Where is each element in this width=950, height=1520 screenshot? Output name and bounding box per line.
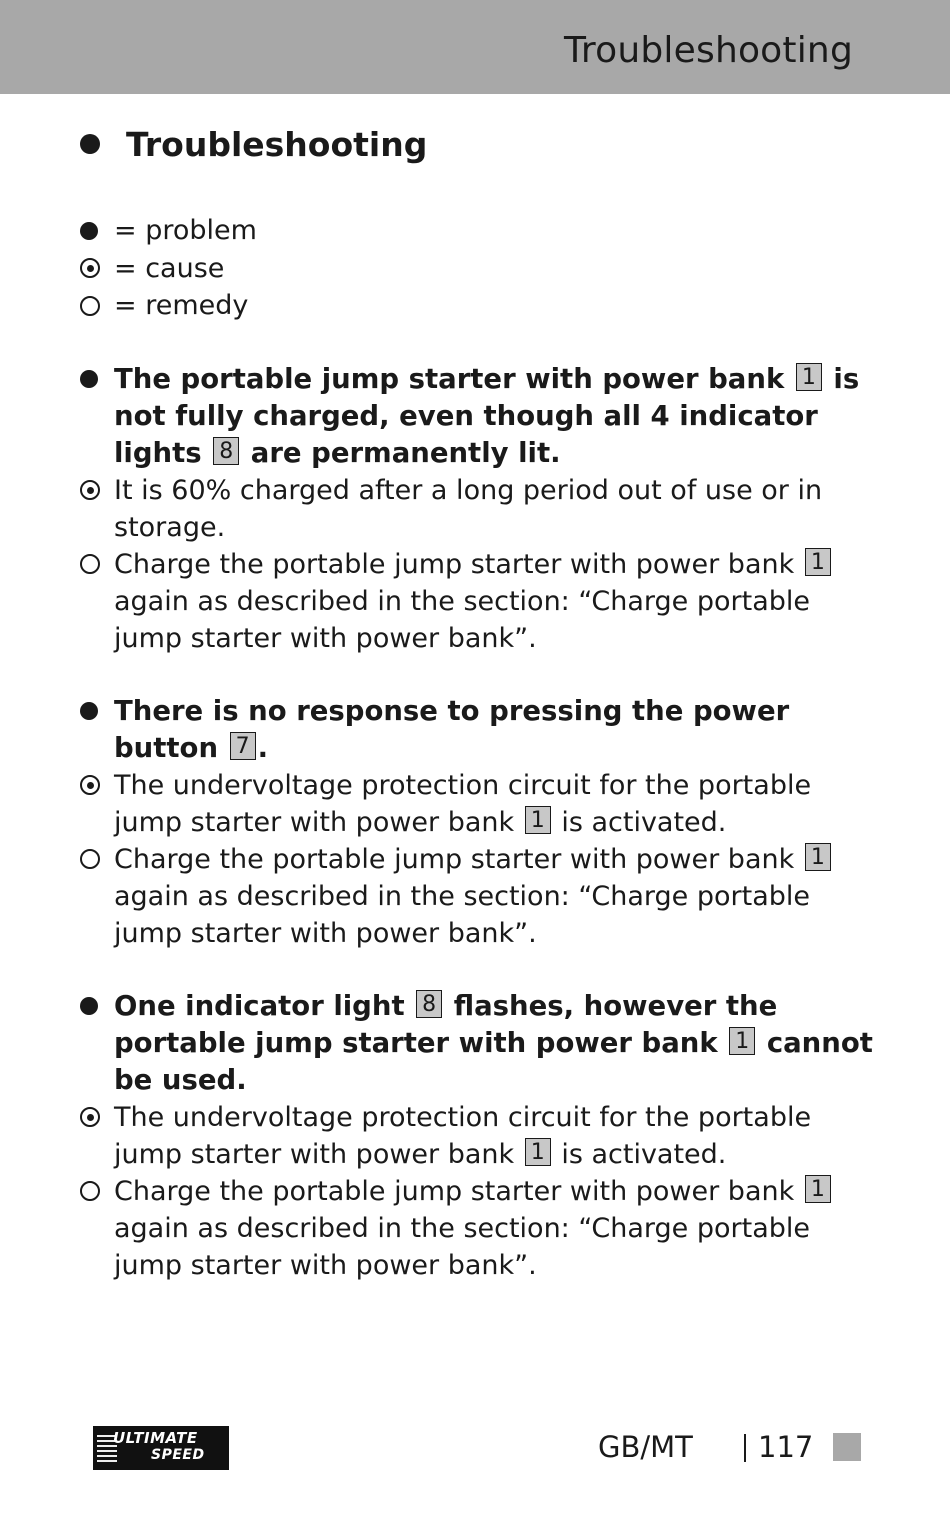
part-reference-badge: 1 [729,1027,755,1055]
problem-symbol-icon [80,997,98,1015]
page-number: 117 [758,1430,814,1464]
part-reference-badge: 1 [805,843,831,871]
part-reference-badge: 1 [805,548,831,576]
remedy-symbol-icon [80,849,100,869]
problem-entry [80,988,880,1099]
troubleshooting-item-3 [80,988,880,1284]
footer-language: GB/MT [598,1430,693,1464]
remedy-entry [80,546,880,657]
legend-label: = remedy [114,290,249,322]
header-title: Troubleshooting [564,30,853,71]
symbol-legend [80,212,880,325]
legend-label: = problem [114,215,257,247]
troubleshooting-item-2 [80,693,880,952]
cause-entry [80,1099,880,1173]
part-reference-badge: 8 [213,437,239,465]
problem-symbol-icon [80,222,98,240]
remedy-text: Charge the portable jump starter with power bank 1 again as described in the section: “Charge portable jump starter with power bank”. [114,1173,880,1284]
troubleshooting-content [80,120,880,1320]
cause-symbol-icon [80,1107,100,1127]
part-reference-badge: 1 [805,1175,831,1203]
cause-text: It is 60% charged after a long period out of use or in storage. [114,474,823,543]
brand-logo [93,1426,229,1470]
cause-entry [80,767,880,841]
section-heading [80,120,880,168]
cause-text: The undervoltage protection circuit for the portable jump starter with power bank 1 is activated. [114,1101,812,1170]
remedy-entry [80,1173,880,1284]
logo-text-ultimate: ULTIMATE [113,1429,198,1447]
remedy-text: Charge the portable jump starter with power bank 1 again as described in the section: “Charge portable jump starter with power bank”. [114,546,880,657]
problem-symbol-icon [80,370,98,388]
part-reference-badge: 1 [796,363,822,391]
problem-text: One indicator light 8 flashes, however the portable jump starter with power bank 1 cannot be used. [114,989,873,1096]
cause-symbol-icon [80,775,100,795]
part-reference-badge: 7 [230,732,256,760]
legend-remedy [80,287,880,325]
page-header [0,0,950,94]
bullet-icon [80,134,100,154]
legend-problem [80,212,880,250]
cause-symbol-icon [80,258,100,278]
footer-divider [744,1434,746,1462]
remedy-symbol-icon [80,1181,100,1201]
problem-entry [80,693,880,767]
legend-label: = cause [114,252,225,284]
cause-text: The undervoltage protection circuit for the portable jump starter with power bank 1 is activated. [114,769,812,838]
remedy-text: Charge the portable jump starter with power bank 1 again as described in the section: “Charge portable jump starter with power bank”. [114,841,880,952]
part-reference-badge: 1 [525,1138,551,1166]
legend-cause [80,250,880,288]
troubleshooting-item-1 [80,361,880,657]
problem-entry [80,361,880,472]
footer-square-marker [833,1433,861,1461]
logo-text-speed: SPEED [151,1447,205,1463]
section-title: Troubleshooting [126,124,428,164]
cause-entry [80,472,880,546]
remedy-symbol-icon [80,296,100,316]
part-reference-badge: 1 [525,806,551,834]
problem-text: There is no response to pressing the power button 7 . [114,694,790,764]
cause-symbol-icon [80,480,100,500]
problem-text: The portable jump starter with power bank 1 is not fully charged, even though all 4 indicator lights 8 are permanently lit. [114,362,860,469]
remedy-entry [80,841,880,952]
part-reference-badge: 8 [416,990,442,1018]
remedy-symbol-icon [80,554,100,574]
problem-symbol-icon [80,702,98,720]
